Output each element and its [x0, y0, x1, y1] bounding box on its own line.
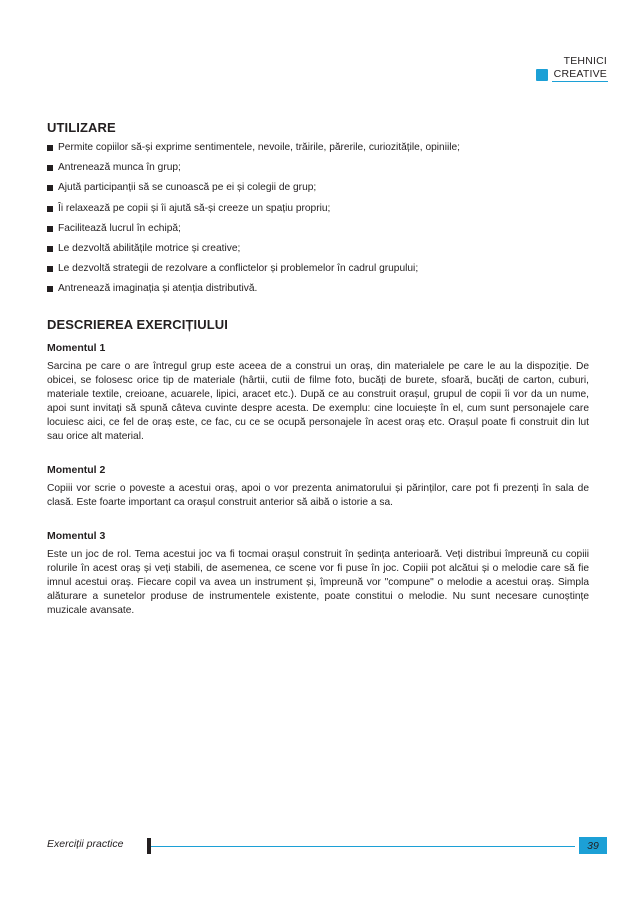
footer-rule: [151, 846, 575, 847]
header-rule: [552, 81, 608, 82]
list-item: Îi relaxează pe copii și îi ajută să-și creeze un spațiu propriu;: [47, 203, 589, 215]
moment-3: [47, 530, 589, 618]
moment-text: Copiii vor scrie o poveste a acestui oraș, apoi o vor prezenta animatorului și părinților, care pot fi prezenți în sala de clasă. Este foarte important ca orașul construit anterior să aibă o istorie a sa.: [47, 483, 589, 509]
bullet-square-icon: [47, 226, 53, 232]
list-item: Facilitează lucrul în echipă;: [47, 223, 589, 235]
section-tag: [536, 55, 607, 81]
list-item: Antrenează munca în grup;: [47, 162, 589, 174]
descriere-heading: DESCRIEREA EXERCIȚIULUI: [47, 317, 228, 333]
moment-1: [47, 342, 589, 444]
moment-text: Sarcina pe care o are întregul grup este aceea de a construi un oraș, din materialele pe care le au la dispoziție. De obicei, se folosesc orice tip de materiale (hârtii, cutii de filme foto, bucăți de burete, sfoară, bucăți de carton, cuburi, materiale textile, creioane, acuarele, lipici, aracet etc.). După ce au construit orașul, grupul de copii îi vor da un nume, apoi sunt invitați să spună câteva cuvinte despre acesta. De exemplu: cine locuiește în el, cum sunt personajele care locuiesc aici, ce fel de oraș este, ce fac, cu ce se ocupă personajele în acest oraș etc. Orașul poate fi construit din lut sau orice alt material.: [47, 361, 589, 443]
moment-2: [47, 464, 589, 510]
utilizare-list: [47, 142, 589, 295]
bullet-square-icon: [47, 246, 53, 252]
section-marker: [536, 69, 548, 81]
moment-title: Momentul 2: [47, 464, 106, 477]
list-item: Le dezvoltă strategii de rezolvare a conflictelor și problemelor în cadrul grupului;: [47, 263, 589, 275]
section-tag-line1: TEHNICI: [563, 55, 607, 67]
descriere-section: [47, 317, 589, 618]
bullet-square-icon: [47, 266, 53, 272]
list-item: Ajută participanții să se cunoască pe ei și colegii de grup;: [47, 182, 589, 194]
section-tag-line2: CREATIVE: [553, 68, 607, 80]
moment-title: Momentul 3: [47, 530, 106, 543]
bullet-square-icon: [47, 206, 53, 212]
page-number: 39: [579, 837, 607, 854]
moment-text: Este un joc de rol. Tema acestui joc va fi tocmai orașul construit în ședința anterioară. Veți distribui împreună cu copiii rolurile în acest oraș și veți stabili, de asemenea, ce scene vor fi puse în joc. Copiii pot alcătui și o melodie care să fie imnul acestui oraș. Fiecare copil va avea un instrument și, împreună vor "compune" o melodie a acestui oraș. Simpla alăturare a sunetelor produse de instrumentele existente, poate constitui o melodie. Nu sunt necesare cunoștințe muzicale avansate.: [47, 549, 589, 617]
list-item: Permite copiilor să-și exprime sentimentele, nevoile, trăirile, părerile, curiozitățile, opiniile;: [47, 142, 589, 154]
moment-title: Momentul 1: [47, 342, 106, 355]
utilizare-heading: UTILIZARE: [47, 120, 116, 135]
list-item: Antrenează imaginația și atenția distributivă.: [47, 283, 589, 295]
bullet-square-icon: [47, 145, 53, 151]
page-content: [47, 120, 589, 618]
bullet-square-icon: [47, 286, 53, 292]
list-item: Le dezvoltă abilitățile motrice și creative;: [47, 243, 589, 255]
bullet-square-icon: [47, 185, 53, 191]
utilizare-section: [47, 120, 589, 295]
bullet-square-icon: [47, 165, 53, 171]
footer-label: Exerciții practice: [47, 838, 124, 850]
